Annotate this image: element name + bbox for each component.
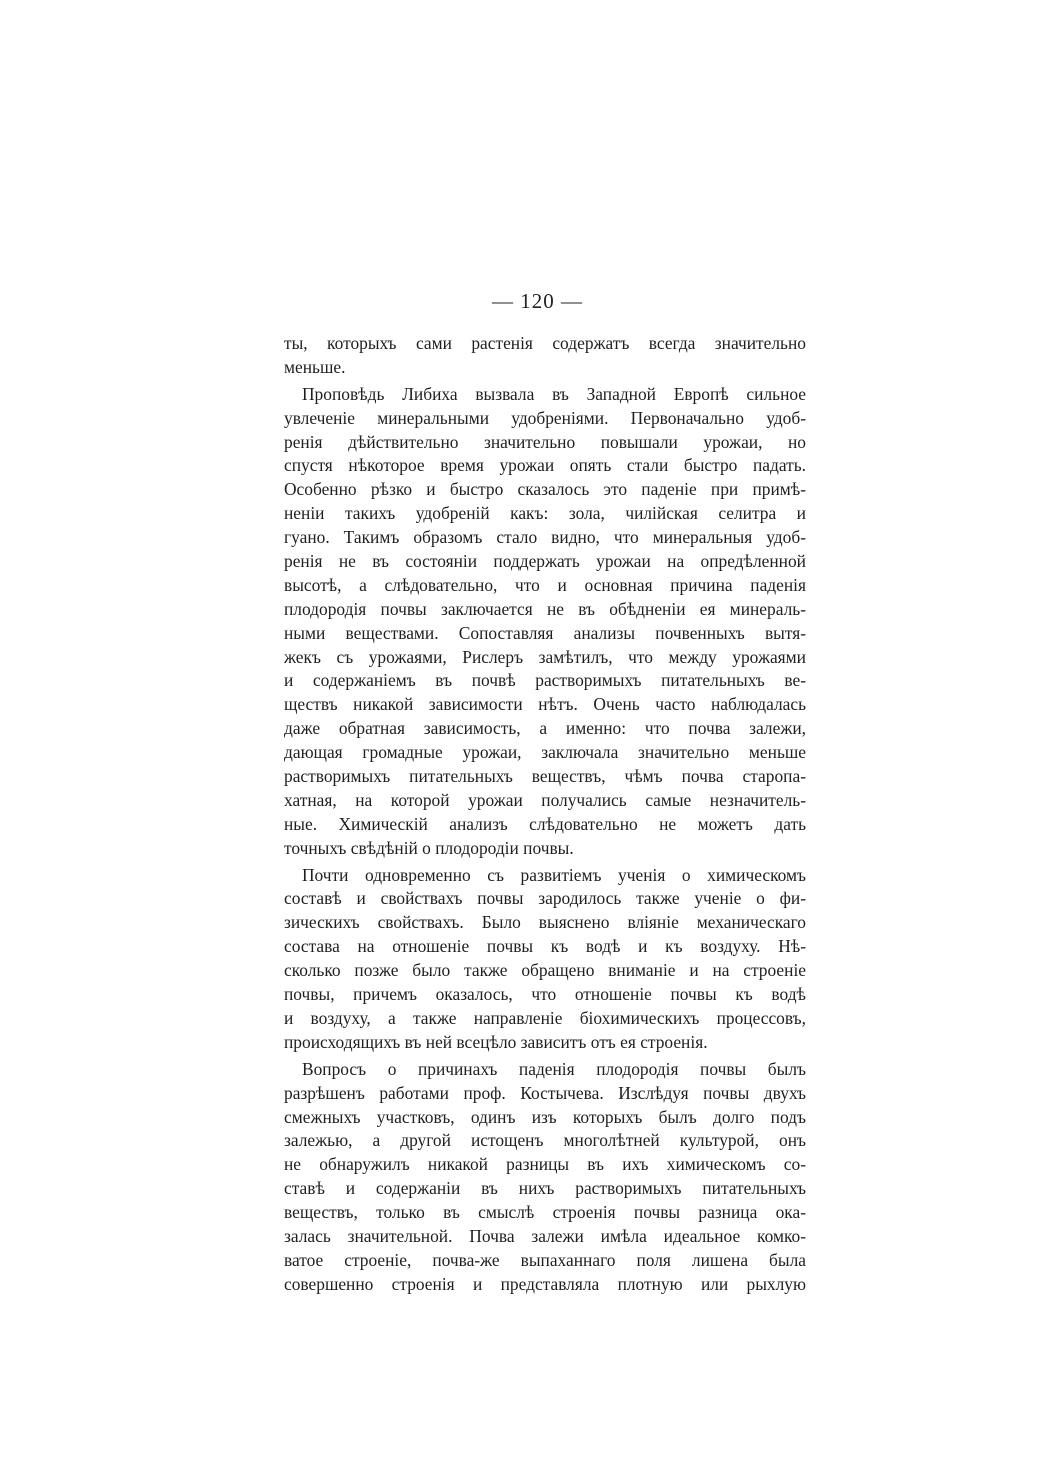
paragraph-2: [284, 383, 806, 861]
text-line: Почти одновременно съ развитіемъ ученія о химическомъ: [302, 864, 806, 885]
text-line: ставѣ и содержаніи въ нихъ растворимыхъ питательныхъ: [284, 1178, 806, 1199]
text-line: даже обратная зависимость, а именно: что почва залежи,: [284, 718, 806, 739]
text-line: ными веществами. Сопоставляя анализы почвенныхъ вытя-: [284, 622, 806, 643]
text-line: высотѣ, а слѣдовательно, что и основная причина паденія: [284, 574, 806, 595]
text-line: жекъ съ урожаями, Рислеръ замѣтилъ, что между урожаями: [284, 646, 806, 667]
body-text: [284, 332, 806, 1297]
text-line: происходящихъ въ ней всецѣло зависитъ отъ ея строенія.: [284, 1031, 708, 1052]
text-line: смежныхъ участковъ, одинъ изъ которыхъ былъ долго подъ: [284, 1106, 806, 1127]
text-line: ренія не въ состояніи поддержать урожаи на опредѣленной: [284, 551, 806, 572]
text-line: зическихъ свойствахъ. Было выяснено вліяніе механическаго: [284, 912, 806, 933]
text-line: хатная, на которой урожаи получались самые незначитель-: [284, 789, 806, 810]
text-line: и воздуху, а также направленіе біохимическихъ процессовъ,: [284, 1007, 806, 1028]
text-line: растворимыхъ питательныхъ веществъ, чѣмъ почва старопа-: [284, 766, 806, 787]
text-line: гуано. Такимъ образомъ стало видно, что минеральныя удоб-: [284, 527, 806, 548]
paragraph-4: [284, 1058, 806, 1297]
text-line: плодородія почвы заключается не въ обѣдненіи ея минераль-: [284, 598, 806, 619]
text-line: Проповѣдь Либиха вызвала въ Западной Европѣ сильное: [302, 383, 806, 404]
text-line: дающая громадные урожаи, заключала значительно меньше: [284, 742, 806, 763]
text-line: спустя нѣкоторое время урожаи опять стали быстро падать.: [284, 455, 806, 476]
text-line: разрѣшенъ работами проф. Костычева. Изслѣдуя почвы двухъ: [284, 1082, 806, 1103]
text-line: залась значительной. Почва залежи имѣла идеальное комко-: [284, 1225, 806, 1246]
text-line: состава на отношеніе почвы къ водѣ и къ воздуху. Нѣ-: [284, 936, 806, 957]
text-line: Вопросъ о причинахъ паденія плодородія почвы былъ: [302, 1058, 806, 1079]
paragraph-3: [284, 864, 806, 1055]
text-line: веществъ, только въ смыслѣ строенія почвы разница ока-: [284, 1202, 806, 1223]
text-line: почвы, причемъ оказалось, что отношеніе почвы къ водѣ: [284, 984, 806, 1005]
text-line: не обнаружилъ никакой разницы въ ихъ химическомъ со-: [284, 1154, 806, 1175]
text-line: увлеченіе минеральными удобреніями. Первоначально удоб-: [284, 407, 806, 428]
text-line: ренія дѣйствительно значительно повышали урожаи, но: [284, 431, 806, 452]
text-line: ватое строеніе, почва-же выпаханнаго поля лишена была: [284, 1249, 806, 1270]
text-line: меньше.: [284, 356, 346, 377]
text-line: залежью, а другой истощенъ многолѣтней культурой, онъ: [284, 1130, 806, 1151]
page-number: — 120 —: [492, 289, 583, 313]
text-line: Особенно рѣзко и быстро сказалось это паденіе при примѣ-: [284, 479, 806, 500]
text-line: ществъ никакой зависимости нѣтъ. Очень часто наблюдалась: [284, 694, 806, 715]
text-line: совершенно строенія и представляла плотную или рыхлую: [284, 1273, 806, 1294]
text-line: и содержаніемъ въ почвѣ растворимыхъ питательныхъ ве-: [284, 670, 806, 691]
text-line: составѣ и свойствахъ почвы зародилось также ученіе о фи-: [284, 888, 806, 909]
text-line: неніи такихъ удобреній какъ: зола, чилійская селитра и: [284, 503, 806, 524]
paragraph-1: [284, 332, 806, 380]
text-line: ты, которыхъ сами растенія содержатъ всегда значительно: [284, 333, 806, 353]
text-line: ные. Химическій анализъ слѣдовательно не можетъ дать: [284, 813, 806, 834]
text-line: сколько позже было также обращено вниманіе и на строеніе: [284, 960, 806, 981]
text-line: точныхъ свѣдѣній о плодородіи почвы.: [284, 837, 574, 858]
